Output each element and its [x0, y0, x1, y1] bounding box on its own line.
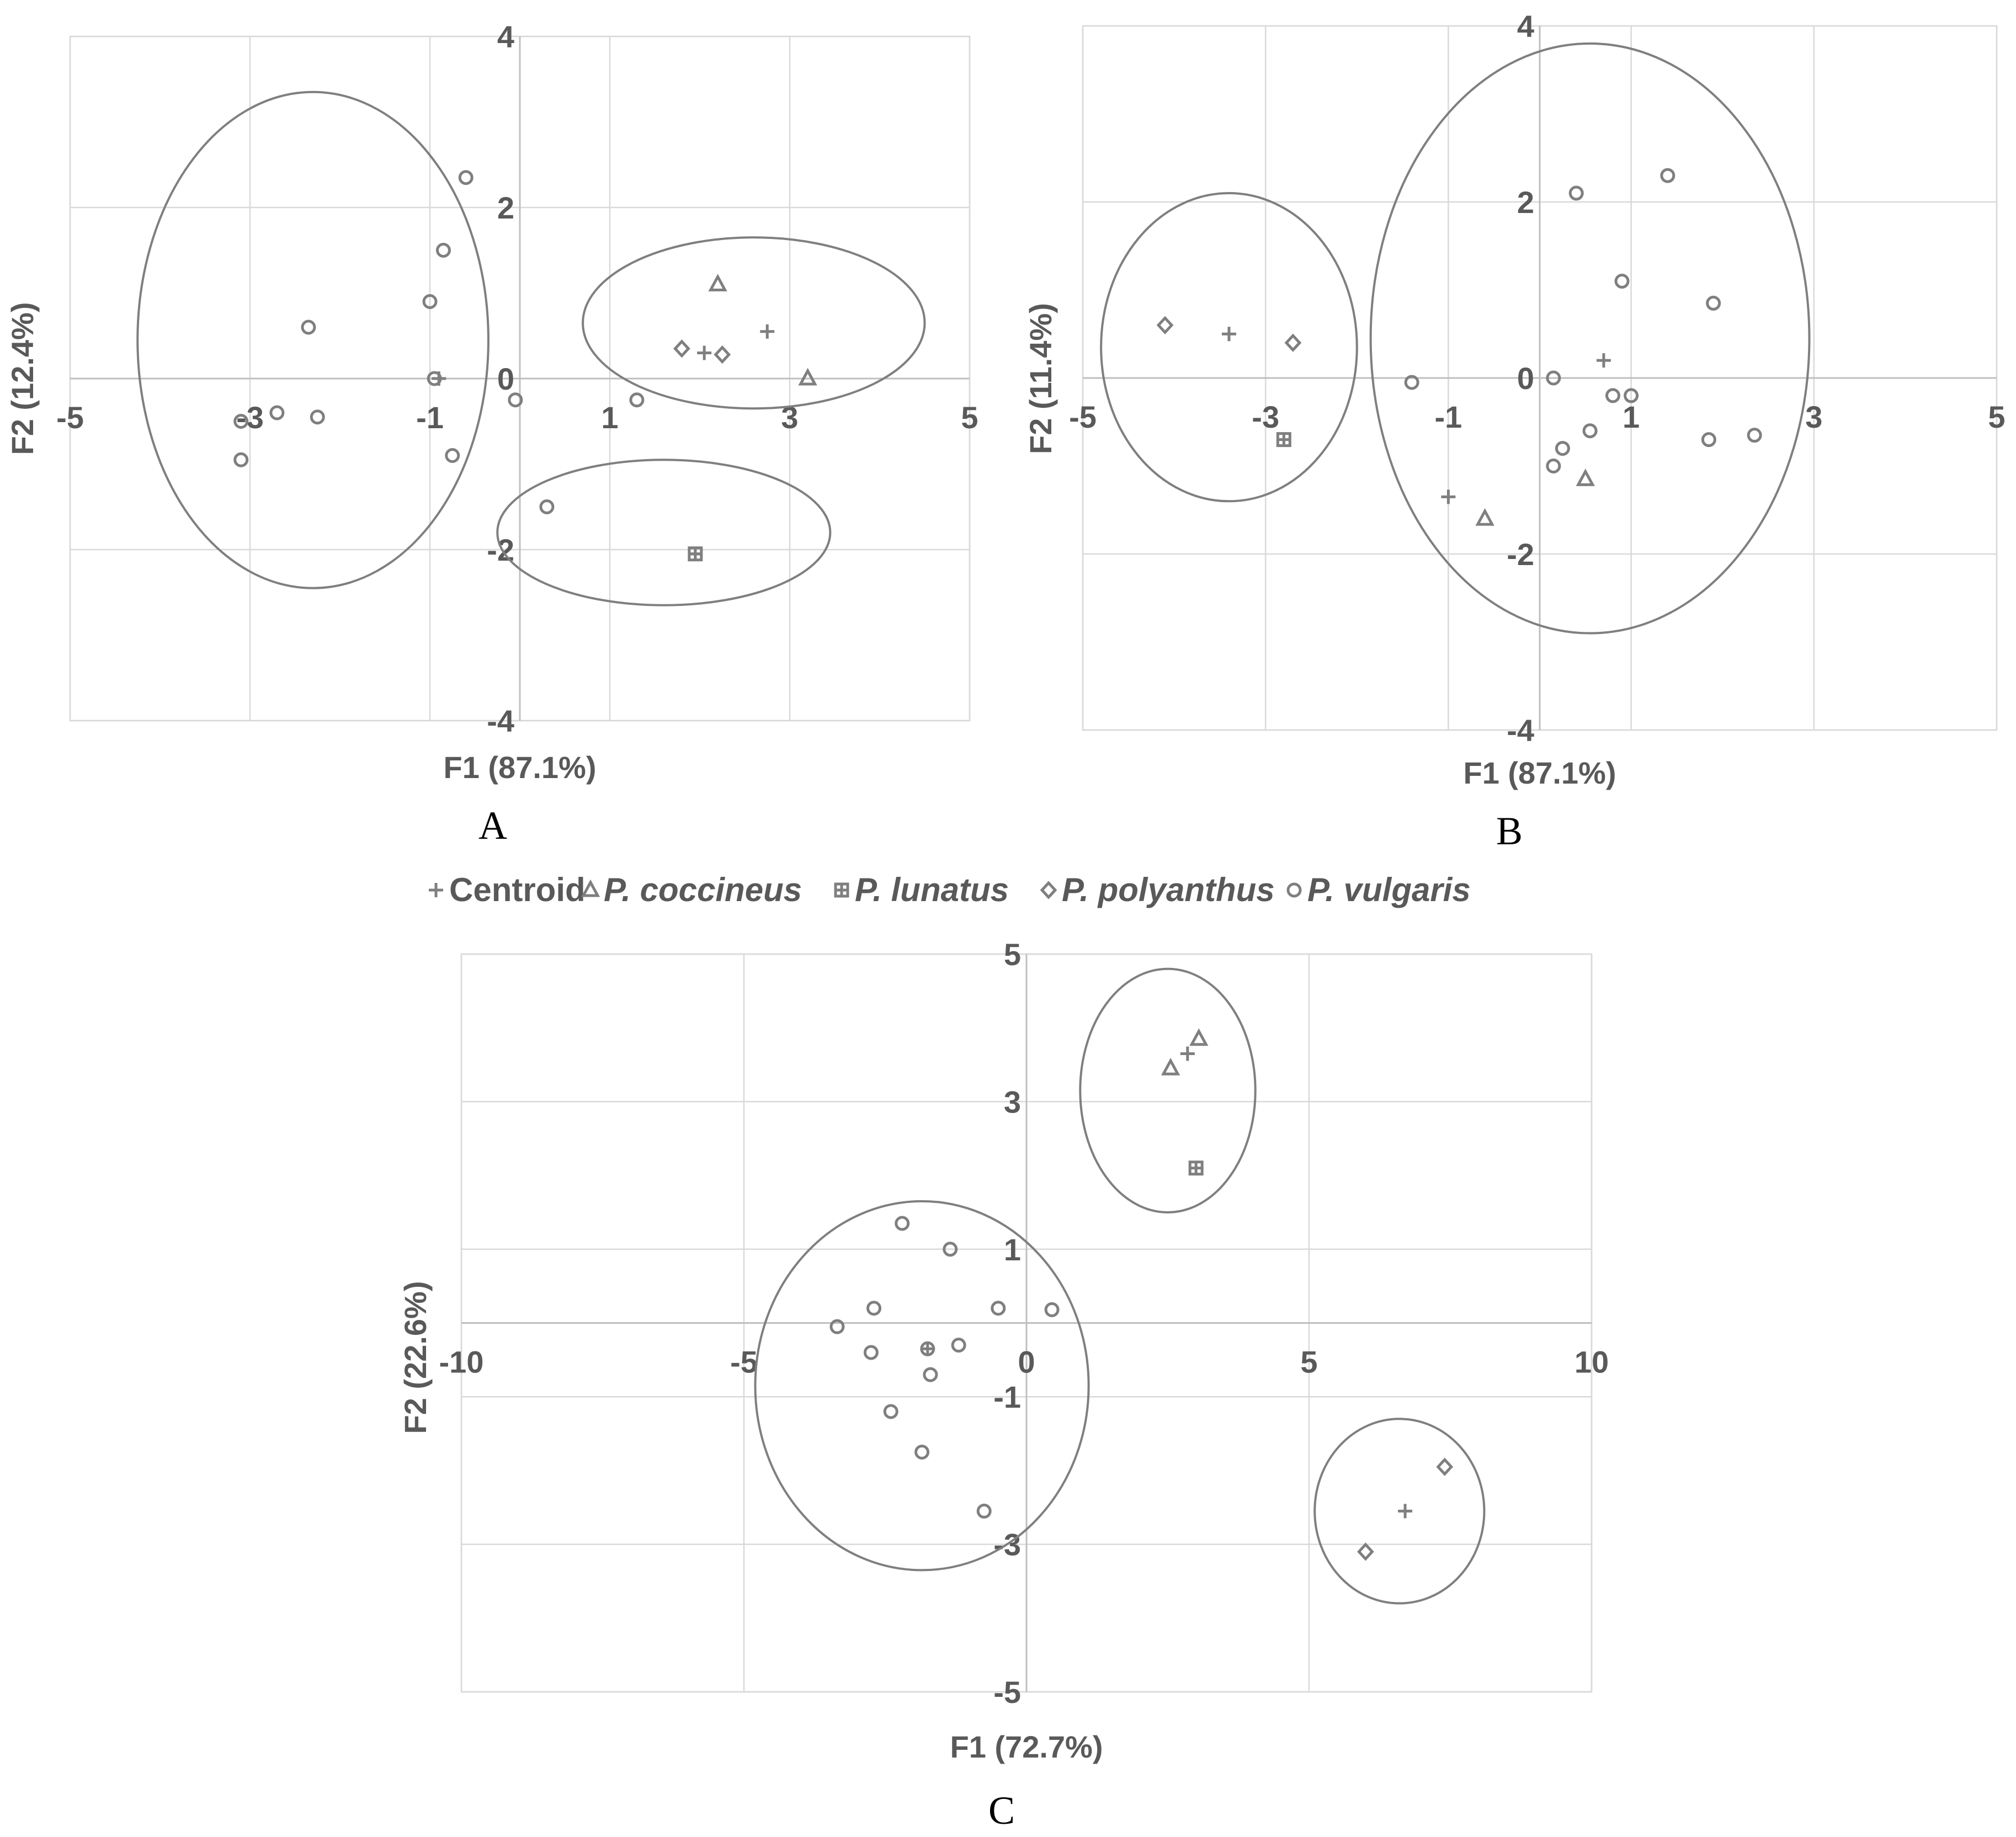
x-tick-label-a: -5 — [56, 400, 84, 435]
point-p-coccineus-c — [1191, 1031, 1206, 1045]
point-p-lunatus-c — [1190, 1162, 1202, 1174]
legend-label-lunatus: P. lunatus — [855, 871, 1009, 908]
point-p-vulgaris-c — [916, 1446, 928, 1458]
confidence-ellipse-c — [1080, 969, 1255, 1212]
legend-marker-vulgaris — [1288, 884, 1300, 896]
x-tick-label-c: 0 — [1018, 1344, 1035, 1380]
y-tick-label-c: -3 — [993, 1527, 1021, 1562]
point-p-vulgaris-a — [631, 394, 643, 406]
x-tick-label-a: 3 — [781, 400, 799, 435]
point-p-coccineus-b — [1478, 511, 1492, 524]
y-tick-label-b: -2 — [1507, 537, 1534, 572]
point-p-vulgaris-a — [446, 450, 459, 462]
point-p-vulgaris-c — [1046, 1303, 1058, 1316]
confidence-ellipse-b — [1371, 44, 1810, 633]
x-tick-label-a: 1 — [601, 400, 619, 435]
point-p-vulgaris-b — [1584, 425, 1596, 437]
y-tick-label-c: 3 — [1003, 1084, 1021, 1120]
point-p-vulgaris-b — [1570, 187, 1582, 199]
x-tick-label-a: -1 — [416, 400, 444, 435]
x-tick-label-c: 10 — [1574, 1344, 1609, 1380]
y-tick-label-c: 1 — [1003, 1232, 1021, 1267]
point-p-vulgaris-a — [235, 454, 247, 466]
scatter-panel-c — [398, 937, 1609, 1833]
point-p-polyanthus-a — [675, 342, 688, 356]
point-p-coccineus-a — [711, 277, 725, 290]
point-p-vulgaris-c — [896, 1217, 908, 1229]
y-tick-label-a: -4 — [487, 704, 514, 738]
y-tick-label-b: 0 — [1517, 361, 1534, 396]
point-p-vulgaris-b — [1703, 434, 1715, 446]
y-tick-label-c: -5 — [993, 1675, 1021, 1710]
point-centroid-c — [1180, 1046, 1195, 1061]
confidence-ellipse-c — [755, 1201, 1088, 1570]
x-tick-label-b: -3 — [1252, 400, 1280, 434]
point-p-polyanthus-b — [1286, 336, 1300, 350]
point-p-vulgaris-a — [437, 244, 449, 257]
point-p-vulgaris-a — [541, 501, 553, 513]
legend-marker-lunatus — [836, 884, 848, 896]
y-tick-label-a: 4 — [497, 19, 514, 54]
legend-label-coccineus: P. coccineus — [604, 871, 802, 908]
confidence-ellipse-a — [497, 460, 830, 605]
panel-label-a: A — [478, 803, 507, 848]
point-centroid-c — [1398, 1504, 1412, 1518]
point-p-polyanthus-c — [1438, 1460, 1451, 1474]
point-p-vulgaris-b — [1708, 297, 1720, 309]
scatter-panel-b — [1023, 9, 2006, 853]
x-tick-label-b: -1 — [1434, 400, 1462, 434]
point-p-vulgaris-a — [302, 321, 315, 333]
legend-label-centroid: Centroid — [449, 871, 586, 908]
x-tick-label-a: -3 — [236, 400, 264, 435]
y-axis-title-b: F2 (11.4%) — [1023, 303, 1058, 454]
point-p-vulgaris-c — [868, 1302, 880, 1314]
y-axis-title-a: F2 (12.4%) — [5, 302, 40, 455]
point-centroid-a — [760, 324, 774, 339]
y-tick-label-c: -1 — [993, 1380, 1021, 1415]
x-axis-title-c: F1 (72.7%) — [950, 1729, 1103, 1764]
legend — [429, 871, 1471, 908]
point-p-polyanthus-c — [1359, 1545, 1372, 1559]
point-p-vulgaris-a — [271, 407, 283, 419]
point-p-polyanthus-b — [1158, 318, 1172, 332]
legend-marker-coccineus — [583, 882, 598, 896]
point-p-vulgaris-c — [953, 1339, 965, 1351]
point-p-vulgaris-b — [1547, 460, 1560, 472]
x-axis-title-b: F1 (87.1%) — [1463, 755, 1616, 790]
y-tick-label-b: -4 — [1507, 713, 1534, 748]
legend-marker-centroid — [429, 883, 443, 897]
point-p-coccineus-c — [1163, 1061, 1178, 1074]
point-centroid-b — [1597, 353, 1611, 368]
confidence-ellipse-a — [137, 92, 488, 588]
point-p-vulgaris-c — [978, 1505, 990, 1517]
y-tick-label-c: 5 — [1003, 937, 1021, 972]
legend-label-polyanthus: P. polyanthus — [1062, 871, 1275, 908]
y-axis-title-c: F2 (22.6%) — [398, 1281, 433, 1434]
panel-label-b: B — [1496, 809, 1523, 853]
legend-marker-polyanthus — [1042, 883, 1055, 897]
y-tick-label-a: -2 — [487, 533, 514, 567]
y-tick-label-a: 2 — [497, 190, 514, 225]
point-p-vulgaris-b — [1748, 429, 1760, 441]
x-tick-label-c: 5 — [1300, 1344, 1318, 1380]
point-p-vulgaris-c — [885, 1405, 897, 1418]
point-p-vulgaris-a — [311, 411, 323, 423]
legend-label-vulgaris: P. vulgaris — [1307, 871, 1471, 908]
x-tick-label-b: 3 — [1805, 400, 1823, 434]
x-tick-label-b: -5 — [1069, 400, 1097, 434]
point-p-polyanthus-a — [716, 348, 729, 362]
x-tick-label-c: -10 — [439, 1344, 484, 1380]
confidence-ellipse-a — [583, 237, 924, 408]
point-p-vulgaris-c — [865, 1346, 877, 1359]
x-tick-label-b: 5 — [1988, 400, 2006, 434]
panel-label-c: C — [988, 1788, 1015, 1833]
y-tick-label-a: 0 — [497, 361, 514, 396]
point-p-vulgaris-c — [924, 1369, 937, 1381]
x-tick-label-a: 5 — [961, 400, 978, 435]
point-p-vulgaris-b — [1662, 169, 1674, 182]
point-p-coccineus-a — [801, 371, 815, 384]
point-p-coccineus-b — [1578, 471, 1593, 484]
point-p-vulgaris-b — [1616, 275, 1628, 287]
point-centroid-b — [1222, 327, 1236, 341]
x-tick-label-c: -5 — [730, 1344, 758, 1380]
y-tick-label-b: 4 — [1517, 9, 1534, 44]
x-tick-label-b: 1 — [1623, 400, 1640, 434]
x-axis-title-a: F1 (87.1%) — [443, 750, 597, 785]
point-centroid-b — [1441, 489, 1455, 504]
point-p-vulgaris-a — [460, 172, 472, 184]
confidence-ellipse-b — [1101, 193, 1357, 501]
y-tick-label-b: 2 — [1517, 185, 1534, 220]
point-p-vulgaris-b — [1607, 390, 1619, 402]
point-centroid-a — [697, 346, 711, 360]
point-p-vulgaris-b — [1556, 443, 1568, 455]
point-p-lunatus-b — [1278, 434, 1290, 446]
scatter-panel-a — [5, 19, 978, 848]
point-p-vulgaris-c — [992, 1302, 1004, 1314]
